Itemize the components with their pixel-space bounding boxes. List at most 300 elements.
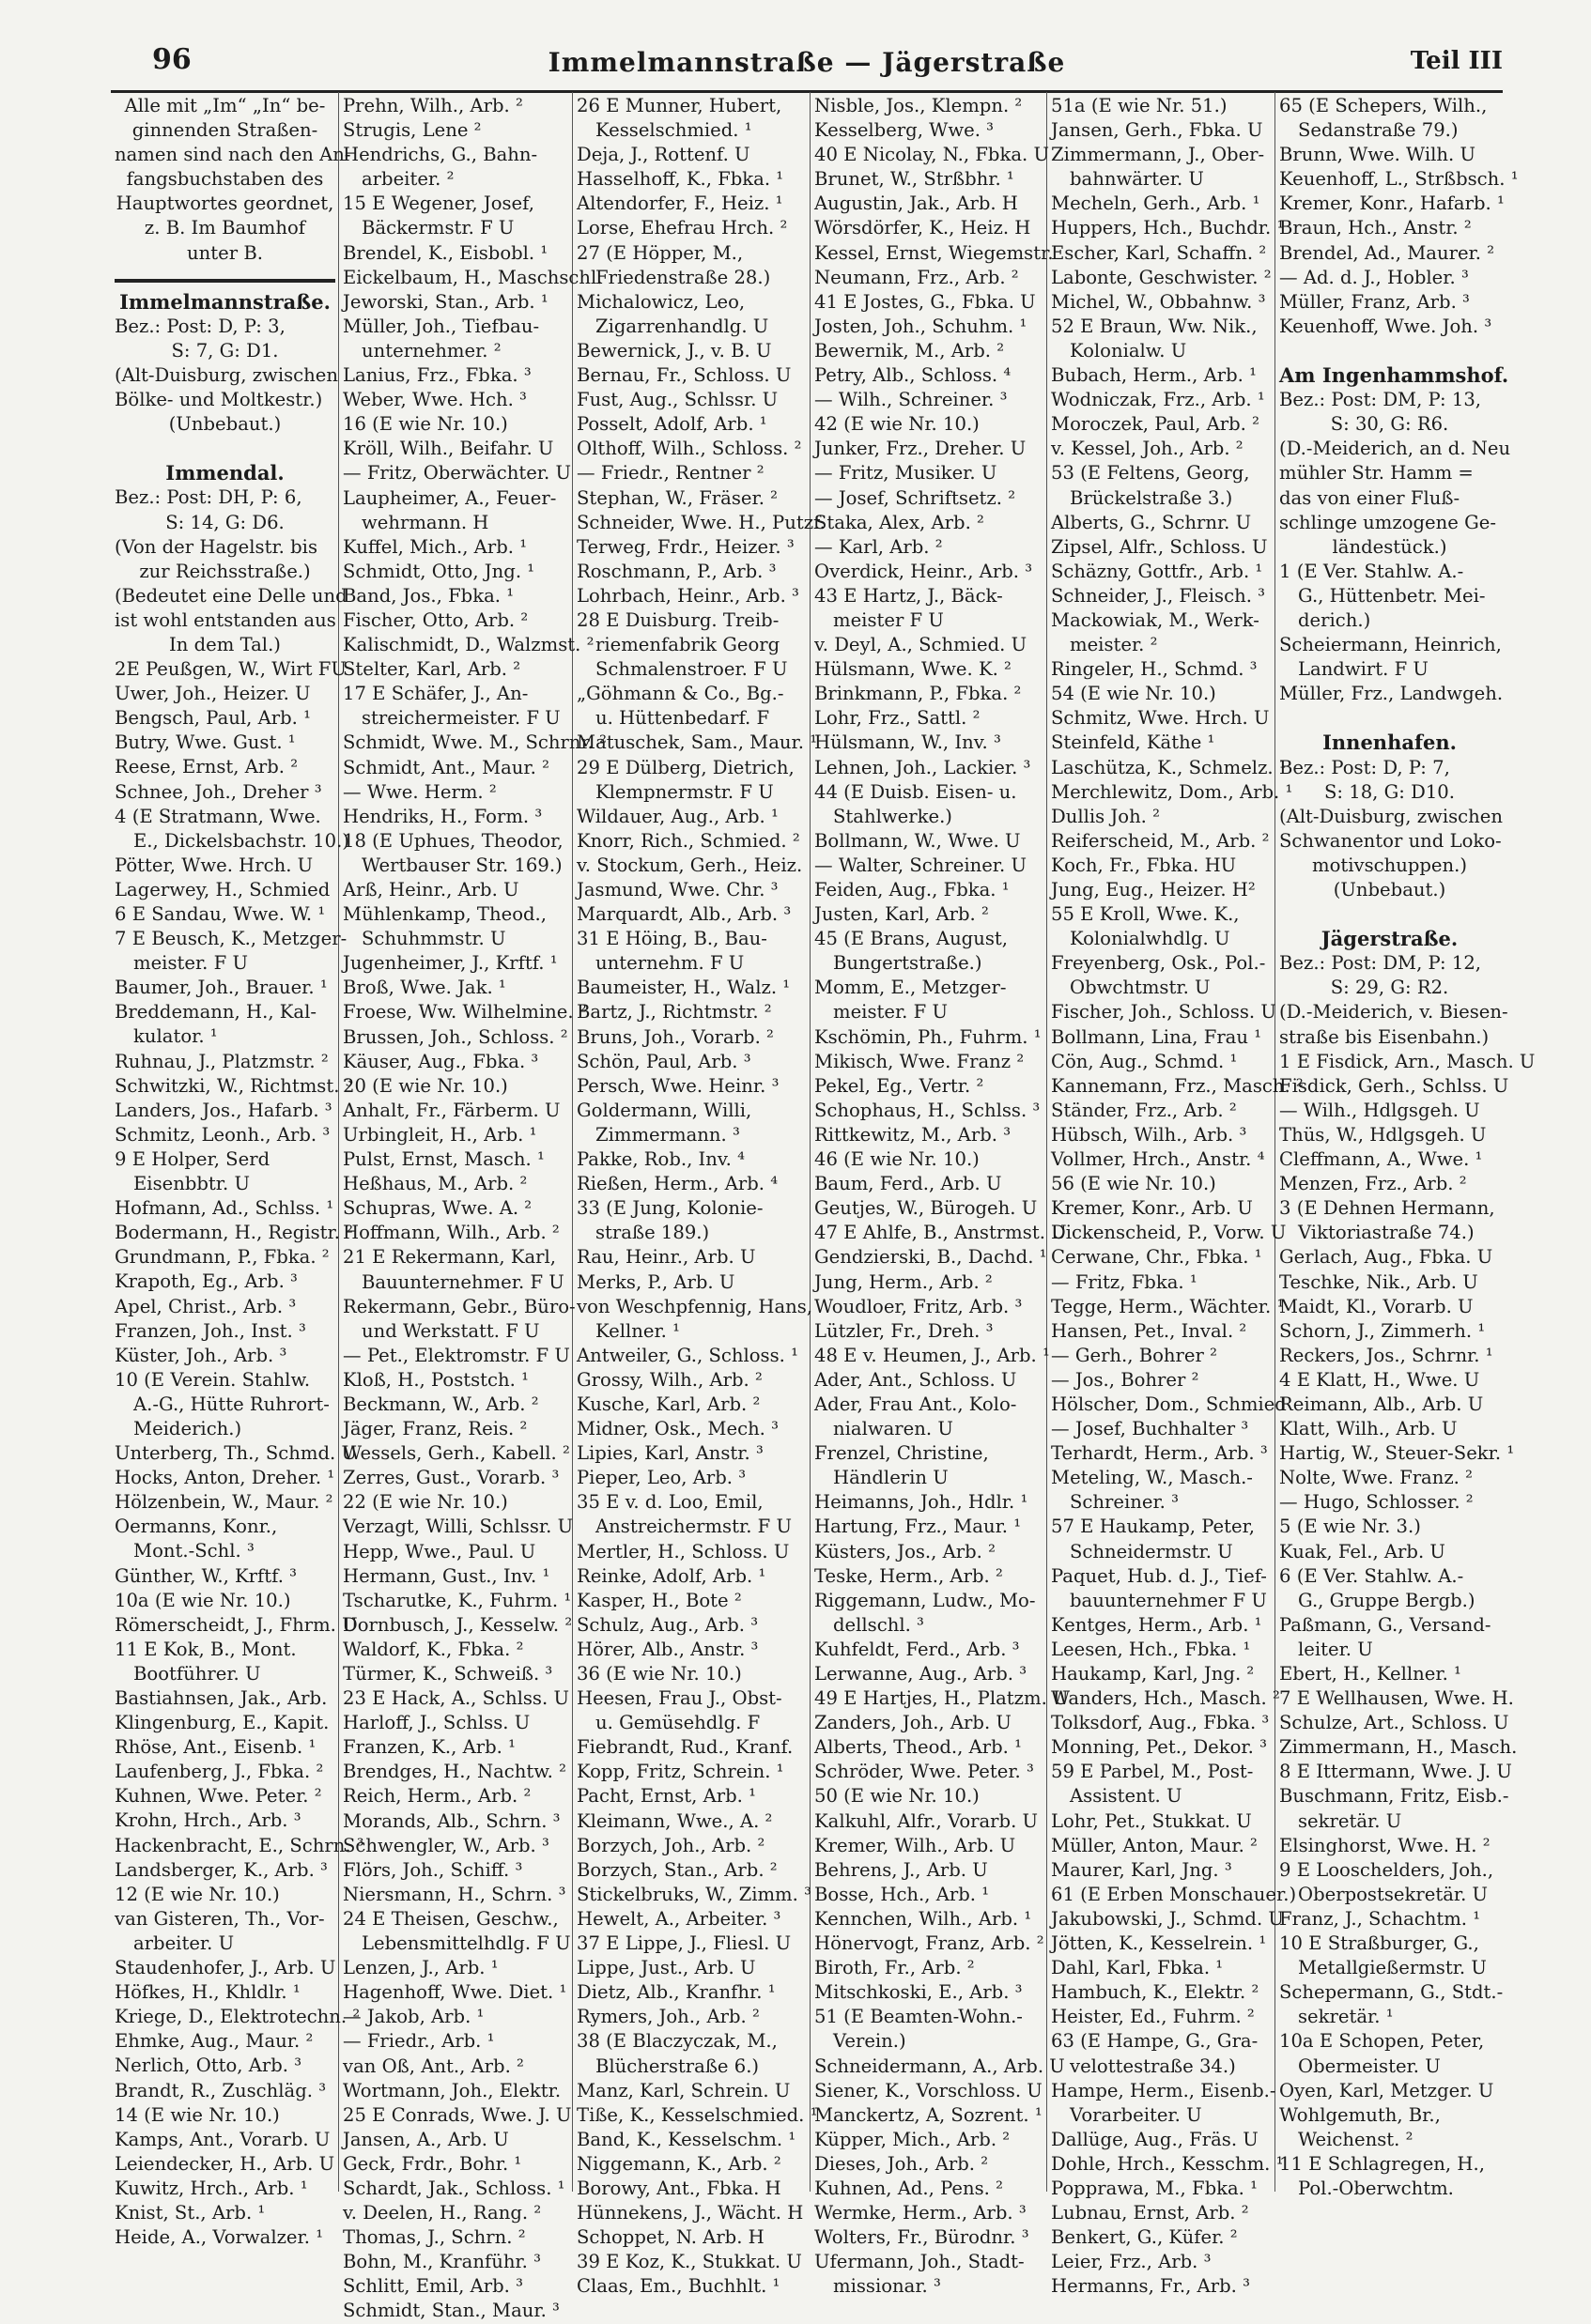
entry-line: Küpper, Mich., Arb. ² bbox=[814, 2128, 1011, 2150]
entry-line: Brendges, H., Nachtw. ² bbox=[343, 1761, 566, 1783]
entry-line: Keuenhoff, Wwe. Joh. ³ bbox=[1279, 315, 1492, 337]
entry-line: Buschmann, Fritz, Eisb.- bbox=[1279, 1785, 1509, 1808]
entry-line: Bengsch, Paul, Arb. ¹ bbox=[115, 707, 311, 730]
entry-line: Rhöse, Ant., Eisenb. ¹ bbox=[115, 1736, 317, 1759]
entry-line: Zimmermann, J., Ober- bbox=[1051, 144, 1265, 166]
entry-line: Schupras, Wwe. A. ² bbox=[343, 1197, 533, 1220]
entry-line: Tiße, K., Kesselschmied. ¹ bbox=[577, 2103, 818, 2126]
entry-line: — Fritz, Oberwächter. U bbox=[343, 462, 571, 485]
entry-line: Niersmann, H., Schrn. ³ bbox=[343, 1883, 566, 1905]
entry-line: Schwitzki, W., Richtmst. ³ bbox=[115, 1074, 353, 1097]
entry-line: Pulst, Ernst, Masch. ¹ bbox=[343, 1148, 545, 1171]
entry-line: Augustin, Jak., Arb. H bbox=[814, 192, 1018, 215]
entry-line: 10a (E wie Nr. 10.) bbox=[115, 1589, 291, 1611]
entry-line: Grundmann, P., Fbka. ² bbox=[115, 1246, 330, 1269]
entry-line: Kasper, H., Bote ² bbox=[577, 1589, 742, 1611]
entry-line: Braun, Hch., Anstr. ² bbox=[1279, 217, 1472, 239]
entry-line: Urbingleit, H., Arb. ¹ bbox=[343, 1123, 537, 1146]
entry-line: Midner, Osk., Mech. ³ bbox=[577, 1418, 779, 1440]
entry-line: Franzen, K., Arb. ¹ bbox=[343, 1736, 516, 1759]
entry-line: ginnenden Straßen- bbox=[131, 119, 318, 142]
entry-line: S: 14, G: D6. bbox=[165, 511, 285, 533]
entry-line: Kschömin, Ph., Fuhrm. ¹ bbox=[814, 1025, 1042, 1048]
entry-line: Günther, W., Krftf. ³ bbox=[115, 1564, 298, 1587]
entry-line: Müller, Frz., Landwgeh. bbox=[1279, 683, 1504, 705]
entry-line: riemenfabrik Georg bbox=[595, 634, 780, 656]
entry-line: Hendriks, H., Form. ³ bbox=[343, 805, 543, 827]
entry-line: 42 (E wie Nr. 10.) bbox=[814, 413, 980, 436]
entry-line: Reimann, Alb., Arb. U bbox=[1279, 1393, 1484, 1415]
entry-line: Borzych, Stan., Arb. ² bbox=[577, 1858, 778, 1881]
entry-line: Thomas, J., Schrn. ² bbox=[343, 2226, 526, 2249]
entry-line: Bez.: Post: DM, P: 13, bbox=[1279, 389, 1482, 411]
entry-line: Bez.: Post: DM, P: 12, bbox=[1279, 952, 1482, 975]
entry-line: arbeiter. ² bbox=[362, 168, 455, 191]
entry-line: Dietz, Alb., Kranfhr. ¹ bbox=[577, 1981, 776, 2004]
entry-line: 39 E Koz, K., Stukkat. U bbox=[577, 2251, 802, 2273]
entry-line: von Weschpfennig, Hans, bbox=[577, 1295, 813, 1317]
entry-line: meister. F U bbox=[833, 1001, 948, 1023]
street-heading: Innenhafen. bbox=[1322, 731, 1457, 755]
entry-line: 24 E Theisen, Geschw., bbox=[343, 1907, 559, 1930]
entry-line: Laupheimer, A., Feuer- bbox=[343, 486, 557, 509]
entry-line: Paßmann, G., Versand- bbox=[1279, 1613, 1491, 1636]
entry-line: Bruns, Joh., Vorarb. ² bbox=[577, 1025, 774, 1048]
entry-line: 10a E Schopen, Peter, bbox=[1279, 2030, 1485, 2053]
entry-line: Alberts, G., Schrnr. U bbox=[1051, 511, 1252, 533]
entry-line: leiter. U bbox=[1298, 1638, 1373, 1660]
entry-line: Brussen, Joh., Schloss. ² bbox=[343, 1025, 568, 1048]
entry-line: 51a (E wie Nr. 51.) bbox=[1051, 95, 1228, 116]
column-2 bbox=[339, 92, 607, 2322]
entry-line: Brückelstraße 3.) bbox=[1070, 486, 1233, 509]
entry-line: Kremer, Wilh., Arb. U bbox=[814, 1834, 1016, 1856]
street-heading: Immendal. bbox=[165, 461, 285, 485]
entry-line: Dohle, Hrch., Kesschm. ¹ bbox=[1051, 2152, 1284, 2175]
entry-line: Schwanentor und Loko- bbox=[1279, 829, 1502, 852]
entry-line: 29 E Dülberg, Dietrich, bbox=[577, 756, 795, 778]
entry-line: Franzen, Joh., Inst. ³ bbox=[115, 1319, 306, 1342]
entry-line: 4 (E Stratmann, Wwe. bbox=[115, 805, 321, 827]
entry-line: Broß, Wwe. Jak. ¹ bbox=[343, 977, 506, 999]
entry-line: Dickenscheid, P., Vorw. U bbox=[1051, 1222, 1287, 1244]
entry-line: Kriege, D., Elektrotechn. ² bbox=[115, 2006, 361, 2028]
entry-line: Staka, Alex, Arb. ² bbox=[814, 511, 984, 533]
entry-line: 21 E Rekermann, Karl, bbox=[343, 1246, 557, 1269]
entry-line: Jansen, A., Arb. U bbox=[343, 2128, 509, 2150]
entry-line: Prehn, Wilh., Arb. ² bbox=[343, 95, 523, 116]
entry-line: Müller, Anton, Maur. ² bbox=[1051, 1834, 1258, 1856]
entry-line: 4 E Klatt, H., Wwe. U bbox=[1279, 1368, 1480, 1391]
entry-line: Kuhnen, Ad., Pens. ² bbox=[814, 2177, 1003, 2199]
entry-line: Müller, Franz, Arb. ³ bbox=[1279, 290, 1470, 313]
entry-line: Huppers, Hch., Buchdr. ¹ bbox=[1051, 217, 1285, 239]
entry-line: Lubnau, Ernst, Arb. ² bbox=[1051, 2202, 1249, 2224]
entry-line bbox=[1279, 339, 1500, 363]
entry-line: Keuenhoff, L., Strßbsch. ¹ bbox=[1279, 168, 1519, 191]
entry-line: Türmer, K., Schweiß. ³ bbox=[343, 1663, 553, 1685]
entry-line: Gendzierski, B., Dachd. ¹ bbox=[814, 1246, 1047, 1269]
entry-line: Lützler, Fr., Dreh. ³ bbox=[814, 1319, 994, 1342]
entry-line: (Alt-Duisburg, zwischen bbox=[115, 363, 338, 386]
entry-line: Lohrbach, Heinr., Arb. ³ bbox=[577, 584, 799, 607]
entry-line: Paquet, Hub. d. J., Tief- bbox=[1051, 1564, 1267, 1587]
entry-line: Pieper, Leo, Arb. ³ bbox=[577, 1467, 747, 1489]
entry-line: Käuser, Aug., Fbka. ³ bbox=[343, 1050, 539, 1072]
entry-line: — Fritz, Fbka. ¹ bbox=[1051, 1270, 1197, 1293]
entry-line: 54 (E wie Nr. 10.) bbox=[1051, 683, 1216, 705]
entry-line: 53 (E Feltens, Georg, bbox=[1051, 462, 1250, 485]
entry-line: Mackowiak, M., Werk- bbox=[1051, 608, 1259, 631]
entry-line: das von einer Fluß- bbox=[1279, 486, 1460, 509]
entry-line: Zipsel, Alfr., Schloss. U bbox=[1051, 535, 1268, 558]
entry-line: Hartig, W., Steuer-Sekr. ¹ bbox=[1279, 1442, 1515, 1465]
section-rule bbox=[115, 266, 335, 283]
entry-line: Koch, Fr., Fbka. HU bbox=[1051, 854, 1237, 876]
entry-line: Frenzel, Christine, bbox=[814, 1442, 989, 1465]
entry-line: Justen, Karl, Arb. ² bbox=[814, 903, 989, 926]
entry-line: G., Gruppe Bergb.) bbox=[1298, 1589, 1475, 1611]
entry-line: Obermeister. U bbox=[1298, 2055, 1441, 2077]
entry-line: 45 (E Brans, August, bbox=[814, 928, 1009, 950]
entry-line: Kuhfeldt, Ferd., Arb. ³ bbox=[814, 1638, 1020, 1660]
entry-line: Weichenst. ² bbox=[1298, 2128, 1413, 2150]
entry-line: Kuhnen, Wwe. Peter. ² bbox=[115, 1785, 322, 1808]
entry-line: meister. ² bbox=[1070, 634, 1158, 656]
entry-line: dellschl. ³ bbox=[833, 1613, 924, 1636]
entry-line: Morands, Alb., Schrn. ³ bbox=[343, 1809, 561, 1832]
entry-line: Lagerwey, H., Schmied bbox=[115, 878, 331, 900]
entry-line: Bölke- und Moltkestr.) bbox=[115, 389, 323, 411]
entry-line: Maidt, Kl., Vorarb. U bbox=[1279, 1295, 1474, 1317]
entry-line: Petry, Alb., Schloss. ⁴ bbox=[814, 364, 1012, 387]
entry-line: Hoffmann, Wilh., Arb. ² bbox=[343, 1222, 560, 1244]
entry-line: 31 E Höing, B., Bau- bbox=[577, 928, 767, 950]
entry-line: 12 (E wie Nr. 10.) bbox=[115, 1883, 280, 1905]
entry-line: Strugis, Lene ² bbox=[343, 119, 482, 142]
entry-line: Mühlenkamp, Theod., bbox=[343, 903, 547, 926]
entry-line: 36 (E wie Nr. 10.) bbox=[577, 1663, 742, 1685]
entry-line: Hendrichs, G., Bahn- bbox=[343, 144, 538, 166]
entry-line: (D.-Meiderich, v. Biesen- bbox=[1279, 1001, 1508, 1023]
entry-line: namen sind nach den An- bbox=[115, 144, 351, 166]
entry-line: Ader, Frau Ant., Kolo- bbox=[814, 1393, 1017, 1415]
entry-line: Krapoth, Eg., Arb. ³ bbox=[115, 1270, 298, 1293]
entry-line: Mertler, H., Schloss. U bbox=[577, 1540, 790, 1562]
entry-line: 16 (E wie Nr. 10.) bbox=[343, 413, 508, 436]
entry-line: Schlitt, Emil, Arb. ³ bbox=[343, 2275, 523, 2298]
entry-line: 8 E Ittermann, Wwe. J. U bbox=[1279, 1761, 1512, 1783]
entry-line: Behrens, J., Arb. U bbox=[814, 1858, 988, 1881]
entry-line: Niggemann, K., Arb. ² bbox=[577, 2152, 781, 2175]
entry-line: Meteling, W., Masch.- bbox=[1051, 1467, 1253, 1489]
part-label: Teil III bbox=[1410, 47, 1503, 75]
entry-line: Mitschkoski, E., Arb. ³ bbox=[814, 1981, 1023, 2004]
street-heading: Am Ingenhammshof. bbox=[1279, 363, 1509, 388]
entry-line: Pötter, Wwe. Hrch. U bbox=[115, 854, 314, 876]
entry-line: Hampe, Herm., Eisenb.- bbox=[1051, 2079, 1276, 2101]
entry-line: Freyenberg, Osk., Pol.- bbox=[1051, 952, 1266, 975]
entry-line: — Wwe. Herm. ² bbox=[343, 780, 497, 803]
entry-line: Zerres, Gust., Vorarb. ³ bbox=[343, 1467, 560, 1489]
entry-line: 5 (E wie Nr. 3.) bbox=[1279, 1516, 1421, 1538]
entry-line: Bez.: Post: DH, P: 6, bbox=[115, 486, 302, 509]
entry-line: v. Kessel, Joh., Arb. ² bbox=[1051, 438, 1243, 460]
entry-line: Neumann, Frz., Arb. ² bbox=[814, 266, 1019, 288]
entry-line: 6 E Sandau, Wwe. W. ¹ bbox=[115, 903, 326, 925]
entry-line: S: 29, G: R2. bbox=[1330, 977, 1449, 999]
entry-line: Tolksdorf, Aug., Fbka. ³ bbox=[1051, 1712, 1270, 1734]
entry-line: u. Hüttenbedarf. F bbox=[595, 707, 770, 730]
entry-line: Schmitz, Leonh., Arb. ³ bbox=[115, 1123, 331, 1146]
entry-line: ist wohl entstanden aus bbox=[115, 608, 336, 631]
entry-line: 7 E Wellhausen, Wwe. H. bbox=[1279, 1687, 1514, 1710]
entry-line: Kuwitz, Hrch., Arb. ¹ bbox=[115, 2177, 308, 2199]
entry-line: Overdick, Heinr., Arb. ³ bbox=[814, 560, 1033, 582]
entry-line: 9 E Holper, Serd bbox=[115, 1147, 270, 1170]
entry-line: Assistent. U bbox=[1070, 1785, 1182, 1808]
entry-line: Hambuch, K., Elektr. ² bbox=[1051, 1981, 1259, 2004]
entry-line: Hofmann, Ad., Schlss. ¹ bbox=[115, 1197, 334, 1220]
entry-line: Kloß, H., Poststch. ¹ bbox=[343, 1368, 529, 1391]
entry-line: 3 (E Dehnen Hermann, bbox=[1279, 1197, 1495, 1220]
entry-line: Stahlwerke.) bbox=[833, 805, 952, 827]
entry-line: Bartz, J., Richtmstr. ² bbox=[577, 1001, 772, 1023]
entry-line: Bauunternehmer. F U bbox=[362, 1270, 564, 1293]
entry-line: Hünnekens, J., Wächt. H bbox=[577, 2202, 804, 2224]
entry-line: Kamps, Ant., Vorarb. U bbox=[115, 2128, 331, 2150]
entry-line: streichermeister. F U bbox=[362, 707, 561, 730]
entry-line: Manz, Karl, Schrein. U bbox=[577, 2079, 791, 2101]
entry-line: 17 E Schäfer, J., An- bbox=[343, 683, 529, 705]
entry-line: Franz, J., Schachtm. ¹ bbox=[1279, 1907, 1481, 1930]
entry-line: (D.-Meiderich, an d. Neu bbox=[1279, 438, 1511, 460]
entry-line: Friedenstraße 28.) bbox=[595, 266, 771, 288]
entry-line: Oermanns, Konr., bbox=[115, 1516, 278, 1538]
entry-line: meister F U bbox=[833, 608, 944, 631]
entry-line: Pacht, Ernst, Arb. ¹ bbox=[577, 1785, 756, 1808]
entry-line: u. Gemüsehdlg. F bbox=[595, 1712, 761, 1734]
entry-line: Beckmann, W., Arb. ² bbox=[343, 1393, 539, 1415]
entry-line: sekretär. ¹ bbox=[1298, 2006, 1394, 2028]
entry-line: Lehnen, Joh., Lackier. ³ bbox=[814, 756, 1031, 778]
entry-line: Deja, J., Rottenf. U bbox=[577, 144, 750, 166]
entry-line: Escher, Karl, Schaffn. ² bbox=[1051, 241, 1267, 264]
entry-line: Fust, Aug., Schlssr. U bbox=[577, 389, 779, 411]
entry-line: — Walter, Schreiner. U bbox=[814, 854, 1027, 876]
entry-line: „Göhmann & Co., Bg.- bbox=[577, 683, 784, 705]
entry-line: Schardt, Jak., Schloss. ¹ bbox=[343, 2177, 565, 2199]
entry-line: Hackenbracht, E., Schrn. ³ bbox=[115, 1834, 364, 1856]
entry-line: Jung, Herm., Arb. ² bbox=[814, 1270, 993, 1293]
entry-line: Verein.) bbox=[833, 2030, 906, 2053]
entry-line: Hölscher, Dom., Schmied bbox=[1051, 1393, 1287, 1415]
entry-line: Bäckermstr. F U bbox=[362, 217, 515, 239]
entry-line: 1 (E Ver. Stahlw. A.- bbox=[1279, 560, 1464, 582]
entry-line: 28 E Duisburg. Treib- bbox=[577, 608, 780, 631]
entry-line: Junker, Frz., Dreher. U bbox=[814, 438, 1027, 460]
entry-line: Bollmann, Lina, Frau ¹ bbox=[1051, 1025, 1262, 1048]
entry-line: — Pet., Elektromstr. F U bbox=[343, 1344, 570, 1366]
entry-line: nialwaren. U bbox=[833, 1418, 953, 1440]
entry-line: derich.) bbox=[1298, 608, 1371, 631]
entry-line: wehrmann. H bbox=[362, 511, 489, 533]
entry-line: Dallüge, Aug., Fräs. U bbox=[1051, 2128, 1259, 2150]
entry-line: Mecheln, Gerh., Arb. ¹ bbox=[1051, 192, 1260, 215]
entry-line: Kusche, Karl, Arb. ² bbox=[577, 1393, 761, 1415]
entry-line: Händlerin U bbox=[833, 1467, 949, 1489]
entry-line: Dahl, Karl, Fbka. ¹ bbox=[1051, 1957, 1224, 1979]
entry-line: Hülsmann, W., Inv. ³ bbox=[814, 731, 1001, 754]
entry-line: Jötten, K., Kesselrein. ¹ bbox=[1051, 1932, 1267, 1955]
entry-line: Hewelt, A., Arbeiter. ³ bbox=[577, 1907, 781, 1930]
entry-line: Michalowicz, Leo, bbox=[577, 290, 746, 313]
entry-line: meister. F U bbox=[133, 952, 248, 975]
entry-line: Landwirt. F U bbox=[1298, 658, 1429, 681]
entry-line: — Jakob, Arb. ¹ bbox=[343, 2006, 485, 2028]
entry-line: Wörsdörfer, K., Heiz. H bbox=[814, 217, 1031, 239]
entry-line: Jung, Eug., Heizer. H² bbox=[1051, 879, 1256, 900]
entry-line: In dem Tal.) bbox=[169, 633, 281, 655]
entry-line: Anstreichermstr. F U bbox=[595, 1516, 792, 1538]
entry-line: Lippe, Just., Arb. U bbox=[577, 1957, 756, 1979]
entry-line: Obwchtmstr. U bbox=[1070, 977, 1211, 999]
entry-line: bauunternehmer F U bbox=[1070, 1589, 1267, 1611]
entry-line: Laschütza, K., Schmelz. ¹ bbox=[1051, 756, 1287, 778]
entry-line: Schneidermann, A., Arb. U bbox=[814, 2055, 1065, 2077]
entry-line: 47 E Ahlfe, B., Anstrmst. U bbox=[814, 1222, 1067, 1244]
entry-line: 10 (E Verein. Stahlw. bbox=[115, 1368, 311, 1391]
entry-line: Kolonialwhdlg. U bbox=[1070, 928, 1230, 950]
entry-line: Staudenhofer, J., Arb. U bbox=[115, 1957, 336, 1979]
entry-line: 37 E Lippe, J., Fliesl. U bbox=[577, 1932, 792, 1955]
entry-line: Jäger, Franz, Reis. ² bbox=[343, 1418, 528, 1440]
entry-line: Wildauer, Aug., Arb. ¹ bbox=[577, 805, 779, 827]
entry-line bbox=[1279, 706, 1500, 731]
entry-line: zur Reichsstraße.) bbox=[139, 560, 311, 582]
entry-line: Apel, Christ., Arb. ³ bbox=[115, 1295, 297, 1317]
entry-line: Kentges, Herm., Arb. ¹ bbox=[1051, 1613, 1262, 1636]
entry-line: Hepp, Wwe., Paul. U bbox=[343, 1540, 536, 1562]
entry-line: Popprawa, M., Fbka. ¹ bbox=[1051, 2177, 1258, 2199]
entry-line: Mont.-Schl. ³ bbox=[133, 1540, 255, 1562]
entry-line: Klempnermstr. F U bbox=[595, 780, 774, 803]
entry-line: Laufenberg, J., Fbka. ² bbox=[115, 1761, 324, 1783]
entry-line: Josten, Joh., Schuhm. ¹ bbox=[814, 315, 1027, 337]
entry-line: Schuhmmstr. U bbox=[362, 928, 506, 950]
entry-line: Brunn, Wwe. Wilh. U bbox=[1279, 144, 1475, 166]
entry-line: Oberpostsekretär. U bbox=[1298, 1883, 1489, 1905]
entry-line: Benkert, G., Küfer. ² bbox=[1051, 2226, 1238, 2249]
entry-line: Oyen, Karl, Metzger. U bbox=[1279, 2079, 1494, 2101]
entry-line: — Friedr., Rentner ² bbox=[577, 462, 765, 485]
entry-line: Knorr, Rich., Schmied. ² bbox=[577, 829, 800, 852]
entry-line: Pakke, Rob., Inv. ⁴ bbox=[577, 1148, 745, 1171]
entry-line: Reese, Ernst, Arb. ² bbox=[115, 756, 299, 778]
entry-line: Kuffel, Mich., Arb. ¹ bbox=[343, 535, 528, 558]
entry-line: (Alt-Duisburg, zwischen bbox=[1279, 805, 1503, 827]
entry-line: Schepermann, G., Stdt.- bbox=[1279, 1981, 1504, 2004]
entry-line: Bernau, Fr., Schloss. U bbox=[577, 364, 792, 387]
entry-line: Heimanns, Joh., Hdlr. ¹ bbox=[814, 1491, 1028, 1514]
entry-line: S: 18, G: D10. bbox=[1324, 780, 1455, 803]
entry-line: Waldorf, K., Fbka. ² bbox=[343, 1638, 524, 1660]
entry-line: Lohr, Frz., Sattl. ² bbox=[814, 707, 981, 730]
entry-line: Reinke, Adolf, Arb. ¹ bbox=[577, 1564, 766, 1587]
entry-line: Hermann, Gust., Inv. ¹ bbox=[343, 1564, 550, 1587]
entry-line: Kellner. ¹ bbox=[595, 1319, 680, 1342]
entry-line: Zimmermann, H., Masch. bbox=[1279, 1736, 1518, 1759]
entry-line: v. Stockum, Gerh., Heiz. bbox=[577, 854, 803, 876]
entry-line: van Oß, Ant., Arb. ² bbox=[343, 2055, 524, 2077]
entry-line: 22 (E wie Nr. 10.) bbox=[343, 1491, 508, 1514]
entry-line: Krohn, Hrch., Arb. ³ bbox=[115, 1809, 301, 1832]
entry-line: Heesen, Frau J., Obst- bbox=[577, 1687, 782, 1710]
entry-line: Schwengler, W., Arb. ³ bbox=[343, 1834, 549, 1856]
entry-line: — Wilh., Hdlgsgeh. U bbox=[1279, 1099, 1480, 1121]
entry-line: Lohr, Pet., Stukkat. U bbox=[1051, 1809, 1252, 1832]
entry-line: Wodniczak, Frz., Arb. ¹ bbox=[1051, 389, 1265, 411]
entry-line: Meiderich.) bbox=[133, 1417, 242, 1439]
entry-line: 7 E Beusch, K., Metzger- bbox=[115, 928, 348, 950]
entry-line: Schön, Paul, Arb. ³ bbox=[577, 1050, 751, 1072]
entry-line: straße bis Eisenbahn.) bbox=[1279, 1025, 1490, 1048]
entry-line: 57 E Haukamp, Peter, bbox=[1051, 1516, 1256, 1538]
entry-line: Altendorfer, F., Heiz. ¹ bbox=[577, 192, 783, 215]
entry-line: Hölzenbein, W., Maur. ² bbox=[115, 1491, 333, 1514]
entry-line: Schoppet, N. Arb. H bbox=[577, 2226, 765, 2249]
entry-line: Hermanns, Fr., Arb. ³ bbox=[1051, 2275, 1250, 2298]
entry-line: Kannemann, Frz., Masch. ² bbox=[1051, 1074, 1304, 1097]
entry-line: Stelter, Karl, Arb. ² bbox=[343, 658, 521, 681]
entry-line: Bodermann, H., Registr. ² bbox=[115, 1222, 354, 1244]
entry-line: A.-G., Hütte Ruhrort- bbox=[133, 1393, 330, 1415]
entry-line: (Bedeutet eine Delle und bbox=[115, 584, 348, 607]
entry-line: Schmalenstroer. F U bbox=[595, 658, 788, 681]
entry-line: Merks, P., Arb. U bbox=[577, 1270, 735, 1293]
entry-line: Nisble, Jos., Klempn. ² bbox=[814, 95, 1023, 116]
entry-line: — Josef, Schriftsetz. ² bbox=[814, 486, 1016, 509]
entry-line: Marquardt, Alb., Arb. ³ bbox=[577, 903, 792, 926]
entry-line: Hasselhoff, K., Fbka. ¹ bbox=[577, 168, 784, 191]
entry-line: velottestraße 34.) bbox=[1070, 2055, 1236, 2077]
entry-line: Schmidt, Stan., Maur. ³ bbox=[343, 2300, 560, 2322]
entry-line: Brunet, W., Strßbhr. ¹ bbox=[814, 168, 1014, 191]
entry-line: Kolonialw. U bbox=[1070, 339, 1187, 362]
entry-line: Hartung, Frz., Maur. ¹ bbox=[814, 1516, 1022, 1538]
entry-line: Cerwane, Chr., Fbka. ¹ bbox=[1051, 1246, 1262, 1269]
entry-line: Wermke, Herm., Arb. ³ bbox=[814, 2202, 1027, 2224]
directory-columns bbox=[111, 92, 1536, 2322]
entry-line: Jakubowski, J., Schmd. U bbox=[1051, 1907, 1284, 1930]
entry-line: Tscharutke, K., Fuhrm. ¹ bbox=[343, 1589, 572, 1611]
entry-line: Breddemann, H., Kal- bbox=[115, 1001, 317, 1023]
entry-line: 43 E Hartz, J., Bäck- bbox=[814, 584, 1003, 607]
entry-line: mühler Str. Hamm = bbox=[1279, 462, 1474, 485]
street-heading: Jägerstraße. bbox=[1321, 927, 1459, 951]
entry-line: Alle mit „Im“ „In“ be- bbox=[124, 95, 326, 116]
entry-line: Menzen, Frz., Arb. ² bbox=[1279, 1173, 1467, 1195]
entry-line: Küsters, Jos., Arb. ² bbox=[814, 1540, 996, 1562]
entry-line: Lenzen, J., Arb. ¹ bbox=[343, 1957, 499, 1979]
street-heading: Immelmannstraße. bbox=[119, 289, 331, 314]
entry-line: 10 E Straßburger, G., bbox=[1279, 1932, 1479, 1955]
entry-line: — Fritz, Musiker. U bbox=[814, 462, 997, 485]
entry-line: Schmidt, Otto, Jng. ¹ bbox=[343, 560, 535, 582]
entry-line: Posselt, Adolf, Arb. ¹ bbox=[577, 413, 767, 436]
entry-line: bahnwärter. U bbox=[1070, 168, 1204, 191]
entry-line: — Wilh., Schreiner. ³ bbox=[814, 389, 1008, 411]
